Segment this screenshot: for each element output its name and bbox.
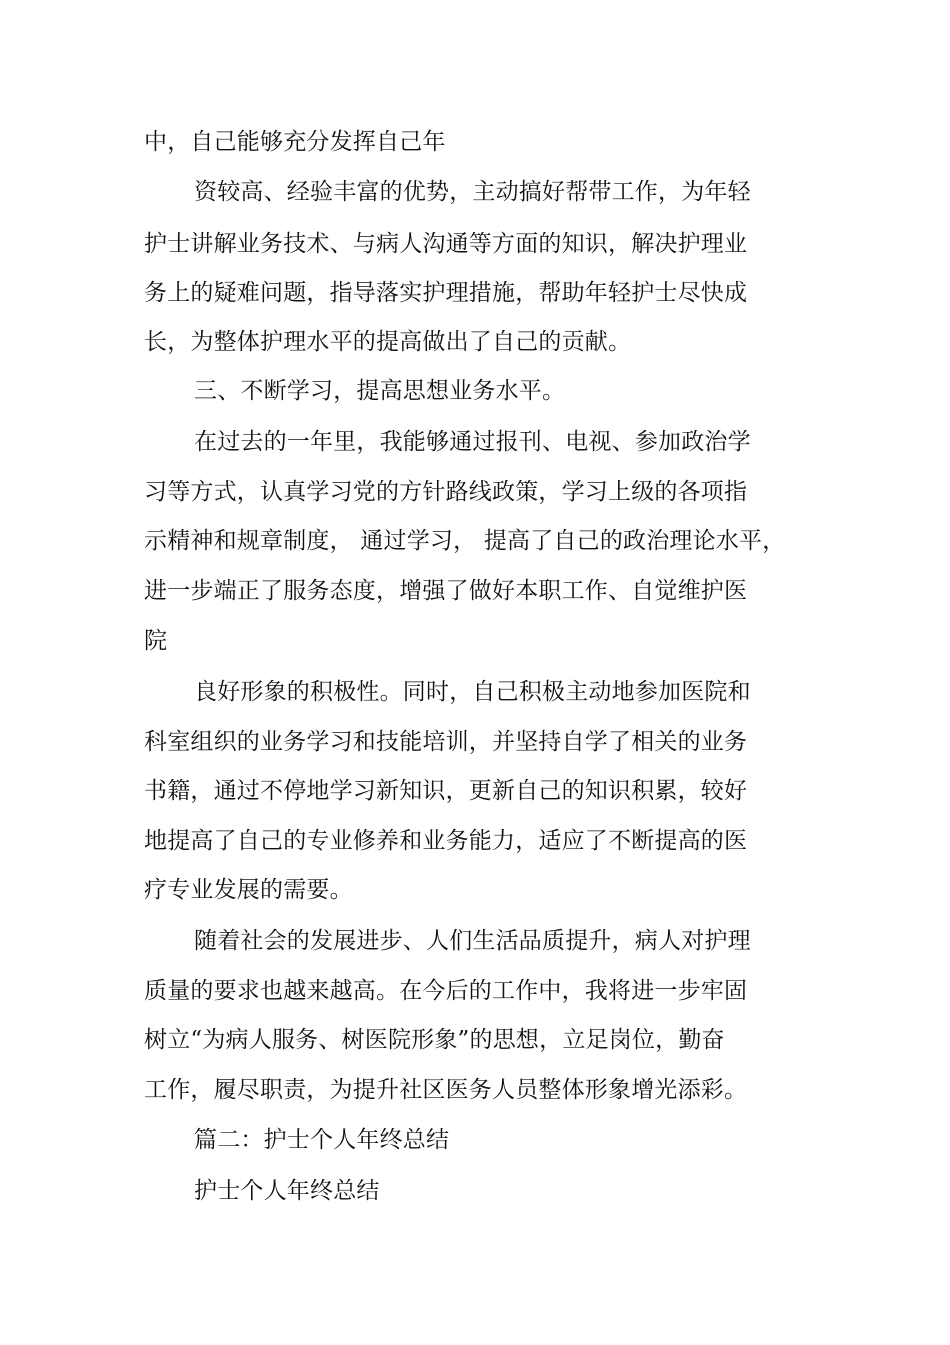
text-line-11: 院 xyxy=(144,628,168,654)
text-line-3: 护士讲解业务技术、与病人沟通等方面的知识，解决护理业 xyxy=(144,231,748,257)
text-line-8: 习等方式，认真学习党的方针路线政策，学习上级的各项指 xyxy=(144,479,748,505)
text-line-9: 示精神和规章制度， 通过学习， 提高了自己的政治理论水平， xyxy=(144,528,786,554)
text-line-14: 书籍，通过不停地学习新知识，更新自己的知识积累，较好 xyxy=(144,778,748,804)
article-title: 护士个人年终总结 xyxy=(194,1178,380,1204)
text-line-12: 良好形象的积极性。同时，自己积极主动地参加医院和 xyxy=(194,679,751,705)
text-line-19: 树立“为病人服务、树医院形象”的思想，立足岗位，勤奋 xyxy=(144,1027,725,1053)
text-line-4: 务上的疑难问题，指导落实护理措施，帮助年轻护士尽快成 xyxy=(144,280,748,306)
text-line-5: 长，为整体护理水平的提高做出了自己的贡献。 xyxy=(144,329,632,355)
text-line-16: 疗专业发展的需要。 xyxy=(144,877,353,903)
text-line-17: 随着社会的发展进步、人们生活品质提升，病人对护理 xyxy=(194,928,751,954)
text-line-1: 中，自己能够充分发挥自己年 xyxy=(144,129,446,155)
text-line-7: 在过去的一年里，我能够通过报刊、电视、参加政治学 xyxy=(194,429,751,455)
text-line-15: 地提高了自己的专业修养和业务能力，适应了不断提高的医 xyxy=(144,828,748,854)
article-heading: 篇二：护士个人年终总结 xyxy=(194,1127,450,1153)
text-line-18: 质量的要求也越来越高。在今后的工作中，我将进一步牢固 xyxy=(144,978,748,1004)
text-line-20: 工作，履尽职责，为提升社区医务人员整体形象增光添彩。 xyxy=(144,1077,748,1103)
section-heading-3: 三、不断学习，提高思想业务水平。 xyxy=(194,378,566,404)
text-line-10: 进一步端正了服务态度，增强了做好本职工作、自觉维护医 xyxy=(144,578,748,604)
text-line-2: 资较高、经验丰富的优势，主动搞好帮带工作，为年轻 xyxy=(194,179,751,205)
text-line-13: 科室组织的业务学习和技能培训，并坚持自学了相关的业务 xyxy=(144,729,748,755)
